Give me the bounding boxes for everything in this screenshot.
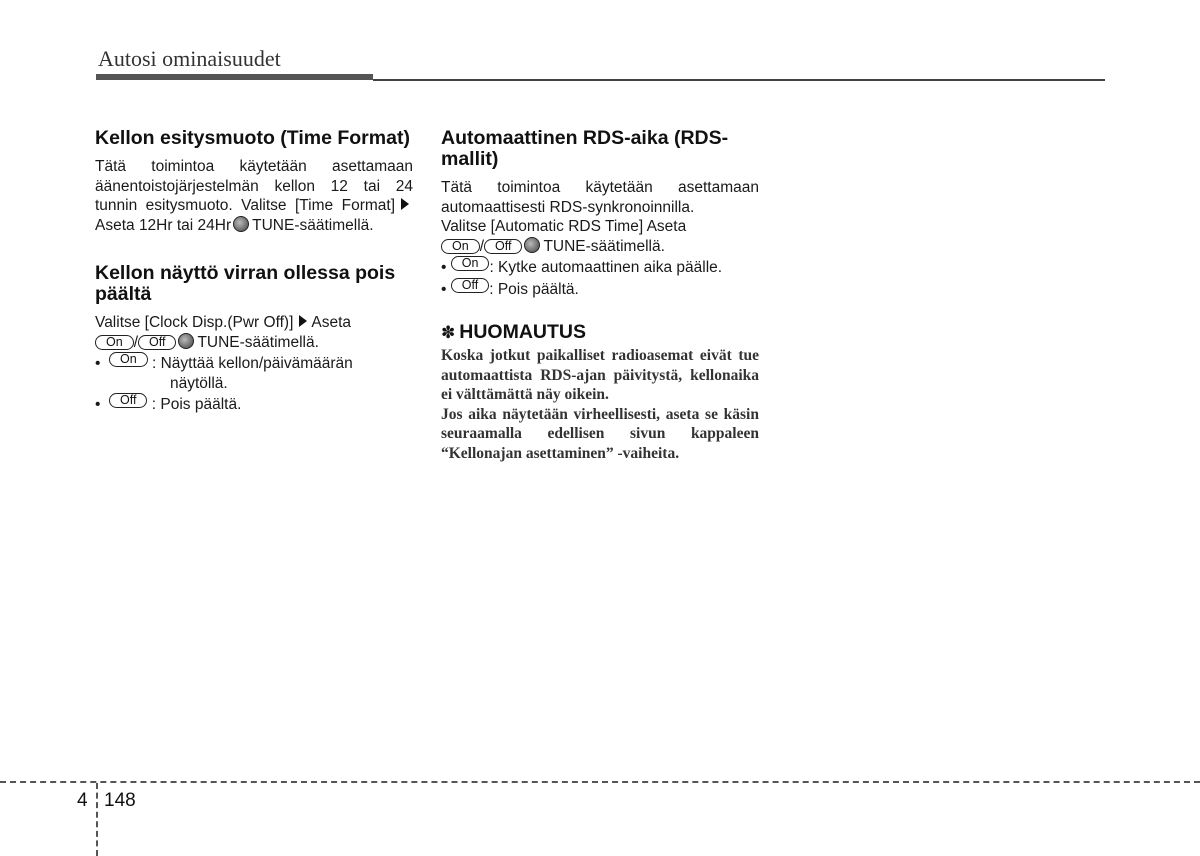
bullet-text: : Pois päältä. xyxy=(151,396,242,413)
arrow-right-icon xyxy=(401,198,409,210)
header-rule-thin xyxy=(373,79,1105,81)
off-button-icon: Off xyxy=(138,335,176,350)
tune-knob-icon xyxy=(178,333,194,349)
bullet-text: : Näyttää kellon/päivämäärän xyxy=(152,355,353,372)
left-column xyxy=(95,128,413,415)
rds-time-line1: Valitse [Automatic RDS Time] Aseta xyxy=(441,218,687,235)
time-format-text-c: TUNE-säätimellä. xyxy=(252,216,374,234)
header-rule-thick xyxy=(96,74,373,80)
rds-time-line2-end: TUNE-säätimellä. xyxy=(543,237,665,255)
footer-dashed-divider xyxy=(96,783,98,856)
chapter-number: 4 xyxy=(77,790,88,811)
bullet: • xyxy=(95,355,101,372)
time-format-text-b: Aseta 12Hr tai 24Hr xyxy=(95,216,232,234)
on-button-icon: On xyxy=(109,352,148,367)
footer-dashed-rule xyxy=(0,781,1200,783)
note-title: HUOMAUTUS xyxy=(459,321,586,343)
list-item xyxy=(441,256,759,278)
tune-knob-icon xyxy=(524,237,540,253)
off-button-icon: Off xyxy=(451,278,489,293)
rds-time-text xyxy=(441,178,759,256)
note-heading xyxy=(441,321,759,344)
note-paragraph-1: Koska jotkut paikalliset radioasemat eivät tue automaattista RDS-ajan päivitystä, kellonaika ei välttämättä näy oikein. xyxy=(441,347,759,403)
list-item xyxy=(95,352,413,393)
tune-knob-icon xyxy=(233,216,249,232)
bullet: • xyxy=(441,280,447,298)
list-item xyxy=(95,393,413,415)
chapter-title: Autosi ominaisuudet xyxy=(98,46,281,71)
bullet: • xyxy=(95,396,101,413)
section-title-clock-display: Kellon näyttö virran ollessa pois päältä xyxy=(95,262,396,305)
section-title-time-format: Kellon esitysmuoto (Time Format) xyxy=(95,127,410,149)
on-button-icon: On xyxy=(451,256,490,271)
section-title-rds-time: Automaattinen RDS-aika (RDS-mallit) xyxy=(441,127,729,170)
note-paragraph-2: Jos aika näytetään virheellisesti, aseta se käsin seuraamalla edellisen sivun kappaleen “Kellonajan asettaminen” -vaiheita. xyxy=(441,405,759,462)
clock-display-line1: Valitse [Clock Disp.(Pwr Off)] xyxy=(95,314,294,331)
bullet-text-continued: näytöllä. xyxy=(170,374,228,392)
list-item xyxy=(441,278,759,300)
time-format-text xyxy=(95,157,413,235)
on-button-icon: On xyxy=(441,239,480,254)
middle-column xyxy=(441,128,759,463)
arrow-right-icon xyxy=(299,315,307,327)
rds-time-description: Tätä toimintoa käytetään asettamaan automaattisesti RDS-synkronoinnilla. xyxy=(441,179,759,216)
on-button-icon: On xyxy=(95,335,134,350)
off-button-icon: Off xyxy=(109,393,147,408)
time-format-text-a: Tätä toimintoa käytetään asettamaan äänentoistojärjestelmän kellon 12 tai 24 tunnin esitysmuoto. Valitse [Time Format] xyxy=(95,158,413,214)
clock-display-text xyxy=(95,313,413,352)
bullet-text: : Kytke automaattinen aika päälle. xyxy=(489,259,723,276)
off-button-icon: Off xyxy=(484,239,522,254)
clock-display-line1-end: Aseta xyxy=(311,314,352,331)
page-number: 148 xyxy=(104,790,136,811)
note-star-icon: ✽ xyxy=(441,323,456,342)
slash: / xyxy=(133,333,138,351)
bullet: • xyxy=(441,259,447,276)
bullet-text: : Pois päältä. xyxy=(489,280,579,298)
clock-display-line2-end: TUNE-säätimellä. xyxy=(197,333,319,351)
slash: / xyxy=(479,237,484,255)
